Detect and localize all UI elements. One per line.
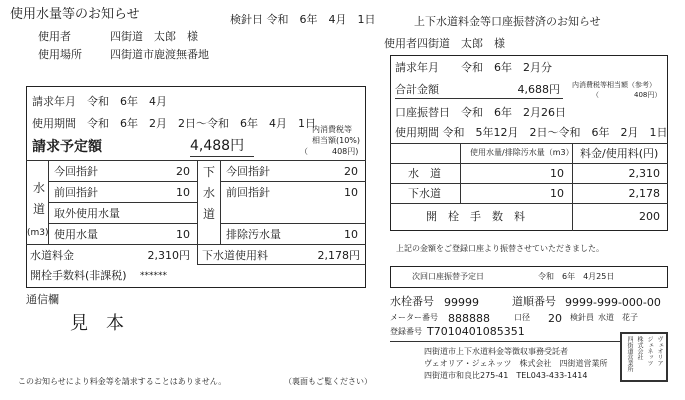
- table-row-fee: 2,178: [628, 187, 660, 200]
- grid-line: [460, 143, 461, 203]
- water-fee-label: 水道料金: [30, 249, 74, 262]
- grid-line: [197, 160, 198, 244]
- grid-line: [390, 143, 668, 144]
- grid-line: [220, 223, 366, 224]
- inspection-date: 検針日 令和 6年 4月 1日: [230, 13, 376, 26]
- user-name: 四街道 太郎 様: [110, 30, 198, 43]
- inspector-value: 水道 花子: [598, 313, 638, 322]
- opening-fee-label: 開栓手数料(非課税): [30, 269, 127, 282]
- total-label: 合計金額: [395, 83, 439, 96]
- place-value: 四街道市鹿渡無番地: [110, 48, 209, 61]
- grid-line: [390, 183, 668, 184]
- grid-line: [390, 203, 668, 204]
- next-transfer-label: 次回口座振替予定日: [412, 272, 484, 281]
- table-row-fee: 2,310: [628, 167, 660, 180]
- opening-label: 開 栓 手 数 料: [426, 210, 525, 223]
- sewer-vertical-char: 下: [203, 165, 216, 179]
- footer-note: このお知らせにより料金等を請求することはありません。: [18, 377, 227, 386]
- water-vertical-char: 水: [33, 181, 46, 195]
- sewer-row-value: 10: [344, 228, 358, 241]
- total-underline: [395, 98, 563, 99]
- table-row-volume: 10: [550, 167, 564, 180]
- grid-line: [197, 244, 198, 264]
- divider: [390, 341, 620, 342]
- sewer-row-label: 排除汚水量: [226, 228, 281, 241]
- meter-value: 888888: [448, 312, 490, 325]
- office-line-2: ヴェオリア・ジェネッツ 株式会社 四街道営業所: [424, 359, 608, 368]
- stamp-text: ジェネッツ: [646, 336, 653, 366]
- sewer-row-label: 今回指針: [226, 165, 270, 178]
- unit-m3: (m3): [27, 228, 49, 238]
- sewer-row-value: 10: [344, 186, 358, 199]
- amount-underline: [190, 156, 254, 157]
- sample-text: 見 本: [70, 313, 124, 334]
- caliber-label: 口径: [514, 313, 530, 322]
- water-row-label: 今回指針: [54, 165, 98, 178]
- tap-value: 99999: [444, 296, 479, 309]
- sewer-fee-value: 2,178円: [317, 249, 360, 262]
- sewer-fee-label: 下水道使用料: [202, 249, 268, 262]
- water-vertical-char: 道: [33, 202, 46, 216]
- meter-label: メーター番号: [390, 313, 438, 322]
- right-user: 使用者四街道 太郎 様: [384, 37, 505, 50]
- table-row-label: 水 道: [408, 167, 441, 180]
- tax-paren: （: [300, 147, 308, 156]
- tax-note-1: 内消費税等: [312, 125, 352, 134]
- right-title: 上下水道料金等口座振替済のお知らせ: [414, 15, 601, 28]
- caliber-value: 20: [548, 312, 562, 325]
- transfer-message: 上記の金額をご登録口座より振替させていただきました。: [396, 244, 604, 253]
- grid-line: [390, 163, 668, 164]
- tax-amount: 408円): [332, 147, 359, 156]
- water-row-value: 20: [176, 165, 190, 178]
- stamp-text: 四街道営業所: [626, 336, 633, 372]
- opening-fee-value: ******: [140, 271, 167, 281]
- sewer-vertical-char: 水: [203, 186, 216, 200]
- right-tax-paren: （: [592, 91, 599, 99]
- billing-month: 請求年月 令和 6年 4月: [32, 95, 167, 108]
- water-row-value: 10: [176, 228, 190, 241]
- user-label: 使用者: [38, 30, 71, 43]
- sewer-vertical-char: 道: [203, 207, 216, 221]
- stamp-text: ヴェオリア: [656, 336, 663, 366]
- tax-note-2: 相当額(10%): [312, 136, 361, 145]
- right-billing-month: 請求年月 令和 6年 2月分: [395, 61, 552, 74]
- planned-amount: 4,488円: [190, 138, 245, 154]
- route-value: 9999-999-000-00: [565, 296, 661, 309]
- grid-line: [26, 160, 366, 161]
- table-header-fee: 料金/使用料(円): [580, 147, 659, 160]
- route-label: 道順番号: [512, 295, 556, 308]
- tap-label: 水栓番号: [390, 295, 434, 308]
- left-title: 使用水量等のお知らせ: [10, 7, 140, 22]
- grid-line: [220, 181, 366, 182]
- total-value: 4,688円: [517, 83, 560, 96]
- reverse-note: （裏面もご覧ください）: [284, 377, 372, 386]
- planned-label: 請求予定額: [32, 139, 102, 155]
- grid-line: [26, 244, 366, 245]
- office-line-3: 四街道市和良比275-41 TEL043-433-1414: [424, 371, 588, 380]
- grid-line: [220, 160, 221, 244]
- usage-period: 使用期間 令和 6年 2月 2日～令和 6年 4月 1日: [32, 117, 316, 130]
- right-tax-note: 内消費税等相当額（参考）: [572, 81, 656, 89]
- next-transfer-date: 令和 6年 4月25日: [538, 272, 615, 281]
- table-row-label: 下水道: [408, 187, 441, 200]
- comm-label: 通信欄: [26, 293, 59, 306]
- company-stamp: [620, 332, 668, 382]
- grid-line: [48, 181, 197, 182]
- right-tax-value: 408円）: [634, 91, 662, 99]
- registration-value: T7010401085351: [427, 325, 525, 338]
- water-row-label: 取外使用水量: [54, 207, 120, 220]
- sewer-row-value: 20: [344, 165, 358, 178]
- right-usage-period: 使用期間 令和 5年12月 2日～令和 6年 2月 1日: [395, 126, 668, 139]
- table-row-volume: 10: [550, 187, 564, 200]
- water-row-label: 前回指針: [54, 186, 98, 199]
- grid-line: [48, 223, 197, 224]
- water-row-label: 使用水量: [54, 228, 98, 241]
- water-fee-value: 2,310円: [147, 249, 190, 262]
- sewer-row-label: 前回指針: [226, 186, 270, 199]
- stamp-text: 株式会社: [636, 336, 643, 360]
- transfer-date: 口座振替日 令和 6年 2月26日: [395, 106, 566, 119]
- grid-line: [197, 264, 366, 265]
- place-label: 使用場所: [38, 48, 82, 61]
- grid-line: [48, 202, 197, 203]
- table-header-volume: 使用水量/排除汚水量（m3）: [470, 148, 574, 157]
- opening-fee: 200: [639, 210, 660, 223]
- office-line-1: 四街道市上下水道料金等徴収事務受託者: [424, 347, 568, 356]
- water-row-value: 10: [176, 186, 190, 199]
- registration-label: 登録番号: [390, 327, 422, 336]
- inspector-label: 検針員: [570, 313, 594, 322]
